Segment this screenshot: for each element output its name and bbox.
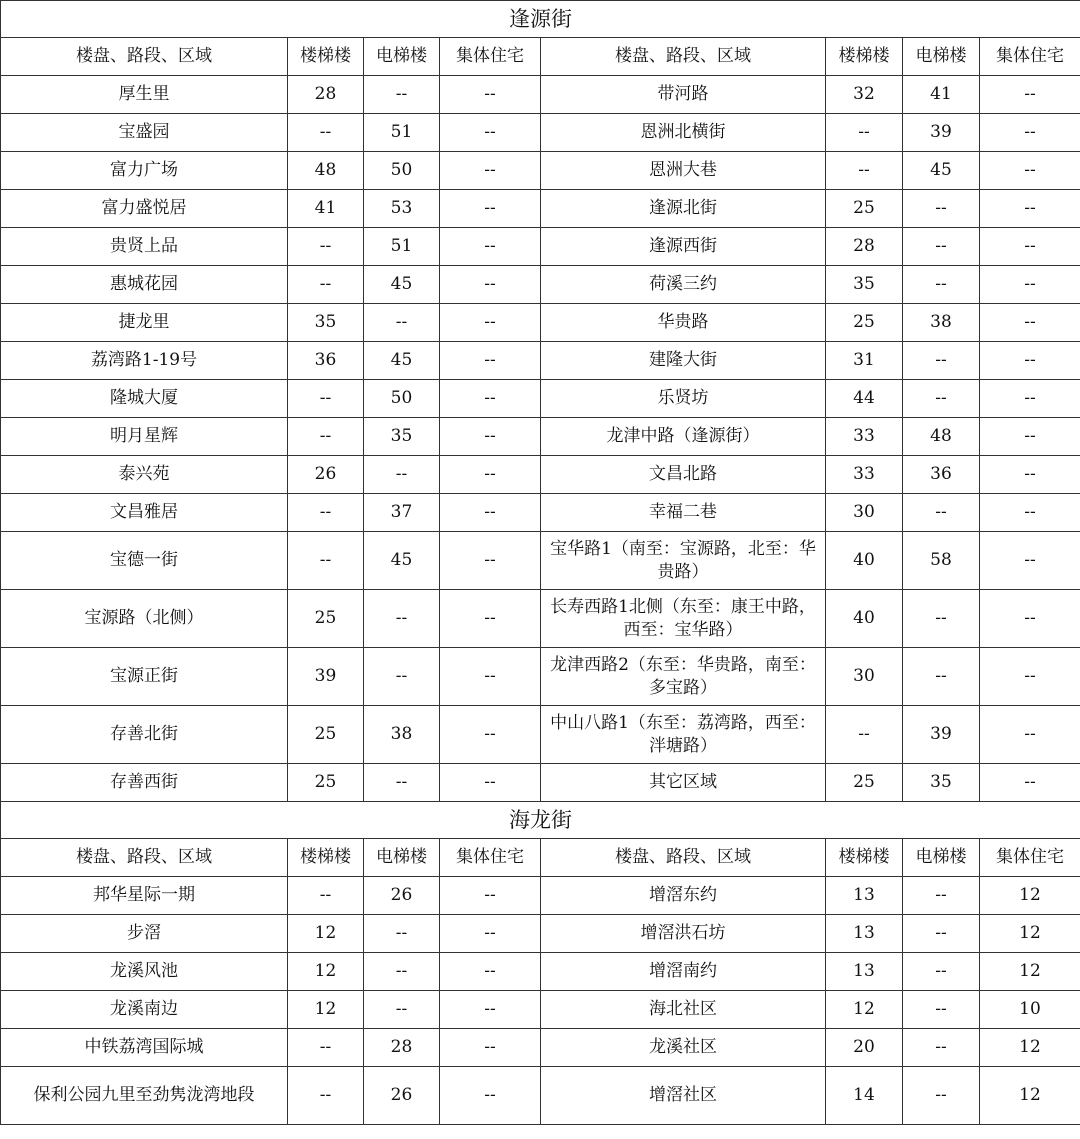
column-header-row xyxy=(1,38,1080,76)
column-header: 电梯楼 xyxy=(364,839,440,877)
area-name-cell: 龙津中路（逢源街） xyxy=(541,418,826,456)
price-cell: 20 xyxy=(826,1029,903,1067)
column-header: 集体住宅 xyxy=(440,839,541,877)
column-header: 楼盘、路段、区域 xyxy=(541,839,826,877)
price-cell: 38 xyxy=(364,706,440,764)
price-cell: -- xyxy=(364,76,440,114)
table-row xyxy=(1,304,1080,342)
price-cell: -- xyxy=(288,532,364,590)
price-cell: -- xyxy=(288,114,364,152)
area-name-cell: 文昌雅居 xyxy=(1,494,288,532)
table-row xyxy=(1,190,1080,228)
price-cell: 28 xyxy=(826,228,903,266)
area-name-cell: 贵贤上品 xyxy=(1,228,288,266)
price-cell: -- xyxy=(903,342,980,380)
price-cell: -- xyxy=(903,190,980,228)
table-row xyxy=(1,764,1080,802)
price-cell: -- xyxy=(288,1067,364,1125)
price-cell: -- xyxy=(980,380,1080,418)
area-name-cell: 乐贤坊 xyxy=(541,380,826,418)
table-row xyxy=(1,114,1080,152)
column-header: 集体住宅 xyxy=(980,839,1080,877)
price-cell: -- xyxy=(440,764,541,802)
price-cell: 58 xyxy=(903,532,980,590)
area-name-cell: 恩洲大巷 xyxy=(541,152,826,190)
price-cell: -- xyxy=(980,266,1080,304)
price-cell: 13 xyxy=(826,915,903,953)
price-cell: 53 xyxy=(364,190,440,228)
area-name-cell: 增滘洪石坊 xyxy=(541,915,826,953)
price-cell: 12 xyxy=(980,915,1080,953)
price-cell: -- xyxy=(440,1067,541,1125)
price-cell: -- xyxy=(903,228,980,266)
table-row xyxy=(1,953,1080,991)
price-cell: 45 xyxy=(364,532,440,590)
area-name-cell: 龙津西路2（东至：华贵路，南至：多宝路） xyxy=(541,648,826,706)
area-name-cell: 泰兴苑 xyxy=(1,456,288,494)
price-cell: 39 xyxy=(903,706,980,764)
table-row xyxy=(1,991,1080,1029)
price-cell: 26 xyxy=(364,877,440,915)
area-name-cell: 其它区域 xyxy=(541,764,826,802)
price-cell: 12 xyxy=(980,1029,1080,1067)
table-row xyxy=(1,706,1080,764)
price-cell: -- xyxy=(903,1067,980,1125)
price-cell: 25 xyxy=(826,304,903,342)
price-cell: -- xyxy=(440,266,541,304)
area-name-cell: 增滘社区 xyxy=(541,1067,826,1125)
price-cell: 10 xyxy=(980,991,1080,1029)
price-cell: 30 xyxy=(826,648,903,706)
price-cell: 50 xyxy=(364,152,440,190)
area-name-cell: 宝源正街 xyxy=(1,648,288,706)
price-cell: -- xyxy=(826,152,903,190)
price-cell: 30 xyxy=(826,494,903,532)
area-name-cell: 宝华路1（南至：宝源路，北至：华贵路） xyxy=(541,532,826,590)
price-cell: 26 xyxy=(364,1067,440,1125)
area-name-cell: 富力广场 xyxy=(1,152,288,190)
price-cell: 36 xyxy=(903,456,980,494)
price-cell: 28 xyxy=(288,76,364,114)
price-cell: -- xyxy=(440,418,541,456)
price-cell: 39 xyxy=(903,114,980,152)
price-cell: -- xyxy=(903,1029,980,1067)
section-title: 海龙街 xyxy=(1,802,1080,839)
price-cell: -- xyxy=(288,228,364,266)
table-row xyxy=(1,76,1080,114)
table-row xyxy=(1,1029,1080,1067)
price-cell: 45 xyxy=(364,342,440,380)
price-cell: -- xyxy=(440,380,541,418)
table-row xyxy=(1,915,1080,953)
price-cell: -- xyxy=(440,494,541,532)
price-cell: 32 xyxy=(826,76,903,114)
price-cell: -- xyxy=(980,706,1080,764)
area-name-cell: 恩洲北横街 xyxy=(541,114,826,152)
price-cell: 13 xyxy=(826,877,903,915)
price-cell: 41 xyxy=(288,190,364,228)
price-cell: -- xyxy=(440,991,541,1029)
table-row xyxy=(1,1067,1080,1125)
price-cell: -- xyxy=(980,228,1080,266)
price-cell: -- xyxy=(440,532,541,590)
price-cell: 51 xyxy=(364,114,440,152)
section-title-row xyxy=(1,802,1080,839)
price-cell: 12 xyxy=(826,991,903,1029)
price-cell: -- xyxy=(364,915,440,953)
area-name-cell: 带河路 xyxy=(541,76,826,114)
column-header: 电梯楼 xyxy=(903,839,980,877)
area-name-cell: 步滘 xyxy=(1,915,288,953)
price-cell: -- xyxy=(364,991,440,1029)
price-cell: -- xyxy=(440,590,541,648)
price-cell: 33 xyxy=(826,456,903,494)
price-cell: 35 xyxy=(826,266,903,304)
column-header: 楼梯楼 xyxy=(826,38,903,76)
column-header: 电梯楼 xyxy=(903,38,980,76)
area-name-cell: 龙溪风池 xyxy=(1,953,288,991)
price-cell: -- xyxy=(980,648,1080,706)
price-cell: 26 xyxy=(288,456,364,494)
price-cell: -- xyxy=(440,456,541,494)
area-name-cell: 宝盛园 xyxy=(1,114,288,152)
price-cell: 35 xyxy=(364,418,440,456)
column-header: 电梯楼 xyxy=(364,38,440,76)
column-header: 楼盘、路段、区域 xyxy=(1,839,288,877)
price-cell: 12 xyxy=(980,953,1080,991)
section-title-row xyxy=(1,1,1080,38)
area-name-cell: 存善北街 xyxy=(1,706,288,764)
price-cell: -- xyxy=(903,380,980,418)
price-cell: -- xyxy=(903,877,980,915)
price-cell: -- xyxy=(364,456,440,494)
price-cell: -- xyxy=(440,877,541,915)
area-name-cell: 隆城大厦 xyxy=(1,380,288,418)
price-cell: 37 xyxy=(364,494,440,532)
price-cell: -- xyxy=(440,706,541,764)
column-header: 楼梯楼 xyxy=(288,38,364,76)
table-row xyxy=(1,456,1080,494)
area-name-cell: 宝德一街 xyxy=(1,532,288,590)
table-row xyxy=(1,228,1080,266)
price-cell: -- xyxy=(980,342,1080,380)
area-name-cell: 龙溪社区 xyxy=(541,1029,826,1067)
price-cell: 41 xyxy=(903,76,980,114)
table-row xyxy=(1,590,1080,648)
area-name-cell: 存善西街 xyxy=(1,764,288,802)
table-row xyxy=(1,877,1080,915)
price-cell: -- xyxy=(903,648,980,706)
table-row xyxy=(1,494,1080,532)
table-row xyxy=(1,342,1080,380)
price-cell: 38 xyxy=(903,304,980,342)
price-cell: 12 xyxy=(980,1067,1080,1125)
price-cell: -- xyxy=(364,764,440,802)
price-cell: 51 xyxy=(364,228,440,266)
price-cell: 48 xyxy=(903,418,980,456)
price-cell: -- xyxy=(980,456,1080,494)
price-cell: 50 xyxy=(364,380,440,418)
price-cell: 12 xyxy=(980,877,1080,915)
price-cell: -- xyxy=(980,190,1080,228)
area-name-cell: 邦华星际一期 xyxy=(1,877,288,915)
price-cell: -- xyxy=(440,76,541,114)
column-header-row xyxy=(1,839,1080,877)
price-cell: -- xyxy=(980,494,1080,532)
price-cell: -- xyxy=(826,114,903,152)
area-name-cell: 逢源北街 xyxy=(541,190,826,228)
table-row xyxy=(1,152,1080,190)
price-cell: 25 xyxy=(288,764,364,802)
price-cell: -- xyxy=(826,706,903,764)
price-cell: -- xyxy=(364,953,440,991)
price-cell: -- xyxy=(980,152,1080,190)
area-name-cell: 荷溪三约 xyxy=(541,266,826,304)
column-header: 楼梯楼 xyxy=(288,839,364,877)
price-cell: 35 xyxy=(903,764,980,802)
price-cell: 12 xyxy=(288,915,364,953)
table-row xyxy=(1,532,1080,590)
area-name-cell: 文昌北路 xyxy=(541,456,826,494)
area-name-cell: 宝源路（北侧） xyxy=(1,590,288,648)
price-cell: -- xyxy=(903,590,980,648)
price-cell: 12 xyxy=(288,953,364,991)
area-name-cell: 惠城花园 xyxy=(1,266,288,304)
column-header: 集体住宅 xyxy=(440,38,541,76)
area-name-cell: 富力盛悦居 xyxy=(1,190,288,228)
price-cell: -- xyxy=(288,418,364,456)
price-cell: 25 xyxy=(826,190,903,228)
price-cell: -- xyxy=(980,76,1080,114)
area-name-cell: 幸福二巷 xyxy=(541,494,826,532)
price-cell: -- xyxy=(440,953,541,991)
price-cell: -- xyxy=(980,418,1080,456)
area-name-cell: 华贵路 xyxy=(541,304,826,342)
price-cell: -- xyxy=(440,114,541,152)
price-cell: -- xyxy=(440,228,541,266)
price-cell: -- xyxy=(440,342,541,380)
column-header: 集体住宅 xyxy=(980,38,1080,76)
table-row xyxy=(1,266,1080,304)
area-name-cell: 保利公园九里至劲隽泷湾地段 xyxy=(1,1067,288,1125)
price-cell: 28 xyxy=(364,1029,440,1067)
price-cell: -- xyxy=(440,1029,541,1067)
price-cell: 36 xyxy=(288,342,364,380)
area-name-cell: 中山八路1（东至：荔湾路，西至：泮塘路） xyxy=(541,706,826,764)
price-cell: -- xyxy=(440,915,541,953)
price-cell: -- xyxy=(980,114,1080,152)
price-cell: 25 xyxy=(826,764,903,802)
price-cell: -- xyxy=(980,590,1080,648)
area-name-cell: 捷龙里 xyxy=(1,304,288,342)
price-cell: -- xyxy=(903,494,980,532)
price-cell: -- xyxy=(288,266,364,304)
price-cell: 33 xyxy=(826,418,903,456)
price-cell: -- xyxy=(364,304,440,342)
area-name-cell: 荔湾路1-19号 xyxy=(1,342,288,380)
price-cell: -- xyxy=(980,764,1080,802)
price-cell: 31 xyxy=(826,342,903,380)
area-name-cell: 龙溪南边 xyxy=(1,991,288,1029)
price-cell: 45 xyxy=(364,266,440,304)
price-cell: -- xyxy=(440,648,541,706)
price-cell: 40 xyxy=(826,590,903,648)
area-name-cell: 中铁荔湾国际城 xyxy=(1,1029,288,1067)
area-name-cell: 增滘东约 xyxy=(541,877,826,915)
column-header: 楼盘、路段、区域 xyxy=(1,38,288,76)
price-cell: 25 xyxy=(288,706,364,764)
price-cell: -- xyxy=(364,590,440,648)
area-name-cell: 建隆大街 xyxy=(541,342,826,380)
price-cell: 35 xyxy=(288,304,364,342)
price-cell: -- xyxy=(903,953,980,991)
price-cell: -- xyxy=(288,380,364,418)
price-cell: -- xyxy=(440,152,541,190)
price-cell: 44 xyxy=(826,380,903,418)
table-row xyxy=(1,648,1080,706)
price-cell: -- xyxy=(440,190,541,228)
price-cell: -- xyxy=(903,915,980,953)
price-cell: 13 xyxy=(826,953,903,991)
table-row xyxy=(1,418,1080,456)
area-name-cell: 长寿西路1北侧（东至：康王中路，西至：宝华路） xyxy=(541,590,826,648)
area-name-cell: 厚生里 xyxy=(1,76,288,114)
price-cell: -- xyxy=(980,304,1080,342)
table-row xyxy=(1,380,1080,418)
area-name-cell: 逢源西街 xyxy=(541,228,826,266)
section-title: 逢源街 xyxy=(1,1,1080,38)
price-cell: 39 xyxy=(288,648,364,706)
area-name-cell: 海北社区 xyxy=(541,991,826,1029)
price-cell: 45 xyxy=(903,152,980,190)
column-header: 楼梯楼 xyxy=(826,839,903,877)
price-cell: 25 xyxy=(288,590,364,648)
price-cell: -- xyxy=(364,648,440,706)
price-cell: -- xyxy=(288,877,364,915)
price-cell: -- xyxy=(903,266,980,304)
price-cell: -- xyxy=(288,1029,364,1067)
price-cell: 12 xyxy=(288,991,364,1029)
price-cell: 14 xyxy=(826,1067,903,1125)
price-cell: -- xyxy=(440,304,541,342)
column-header: 楼盘、路段、区域 xyxy=(541,38,826,76)
area-name-cell: 增滘南约 xyxy=(541,953,826,991)
price-cell: 48 xyxy=(288,152,364,190)
price-cell: 40 xyxy=(826,532,903,590)
price-cell: -- xyxy=(288,494,364,532)
price-cell: -- xyxy=(903,991,980,1029)
price-cell: -- xyxy=(980,532,1080,590)
area-name-cell: 明月星辉 xyxy=(1,418,288,456)
